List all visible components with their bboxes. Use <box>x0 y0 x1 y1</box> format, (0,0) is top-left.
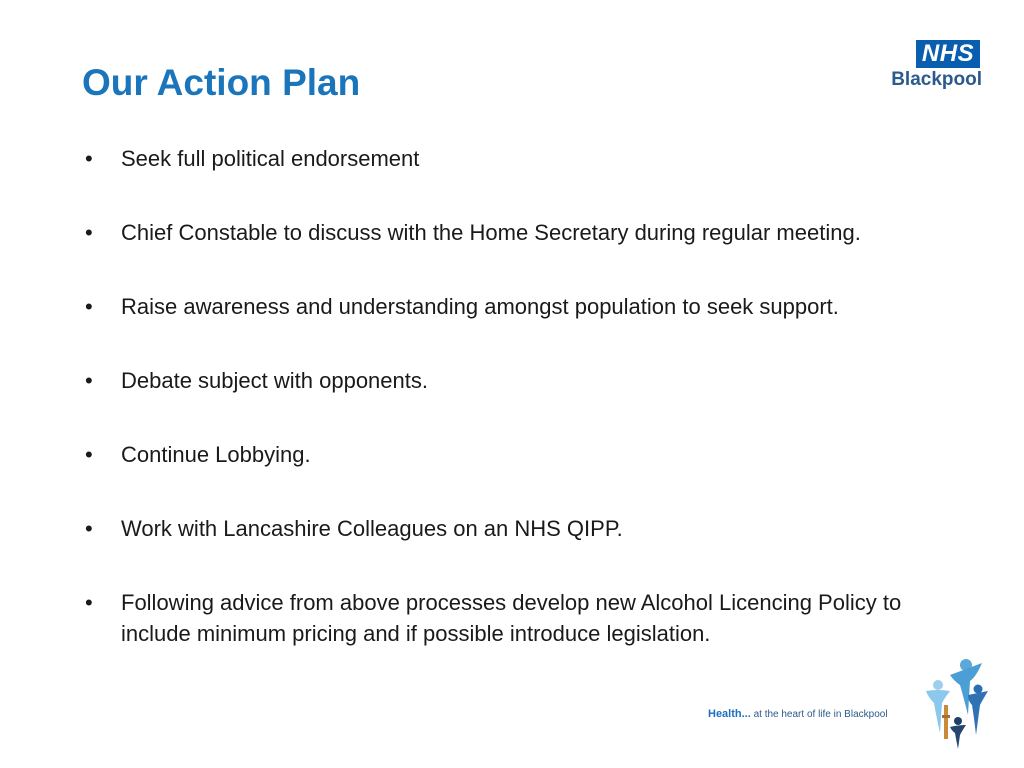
nhs-logo-org: Blackpool <box>891 69 982 90</box>
list-item: • Debate subject with opponents. <box>82 365 902 396</box>
list-item: • Following advice from above processes develop new Alcohol Licencing Policy to include minimum pricing and if possible introduce legislation. <box>82 587 902 649</box>
list-item: • Seek full political endorsement <box>82 143 902 174</box>
footer-tagline-lead: Health... <box>708 708 751 720</box>
people-emblem-icon <box>920 655 994 751</box>
slide-title: Our Action Plan <box>82 62 361 103</box>
footer-tagline <box>708 708 888 720</box>
list-item: • Continue Lobbying. <box>82 439 902 470</box>
list-item: • Raise awareness and understanding amongst population to seek support. <box>82 291 902 322</box>
nhs-logo-mark: NHS <box>916 40 980 68</box>
nhs-blackpool-logo <box>880 40 984 96</box>
footer-tagline-rest: at the heart of life in Blackpool <box>750 709 888 720</box>
list-item: • Chief Constable to discuss with the Home Secretary during regular meeting. <box>82 217 902 248</box>
action-plan-list <box>82 143 902 649</box>
list-item: • Work with Lancashire Colleagues on an NHS QIPP. <box>82 513 902 544</box>
